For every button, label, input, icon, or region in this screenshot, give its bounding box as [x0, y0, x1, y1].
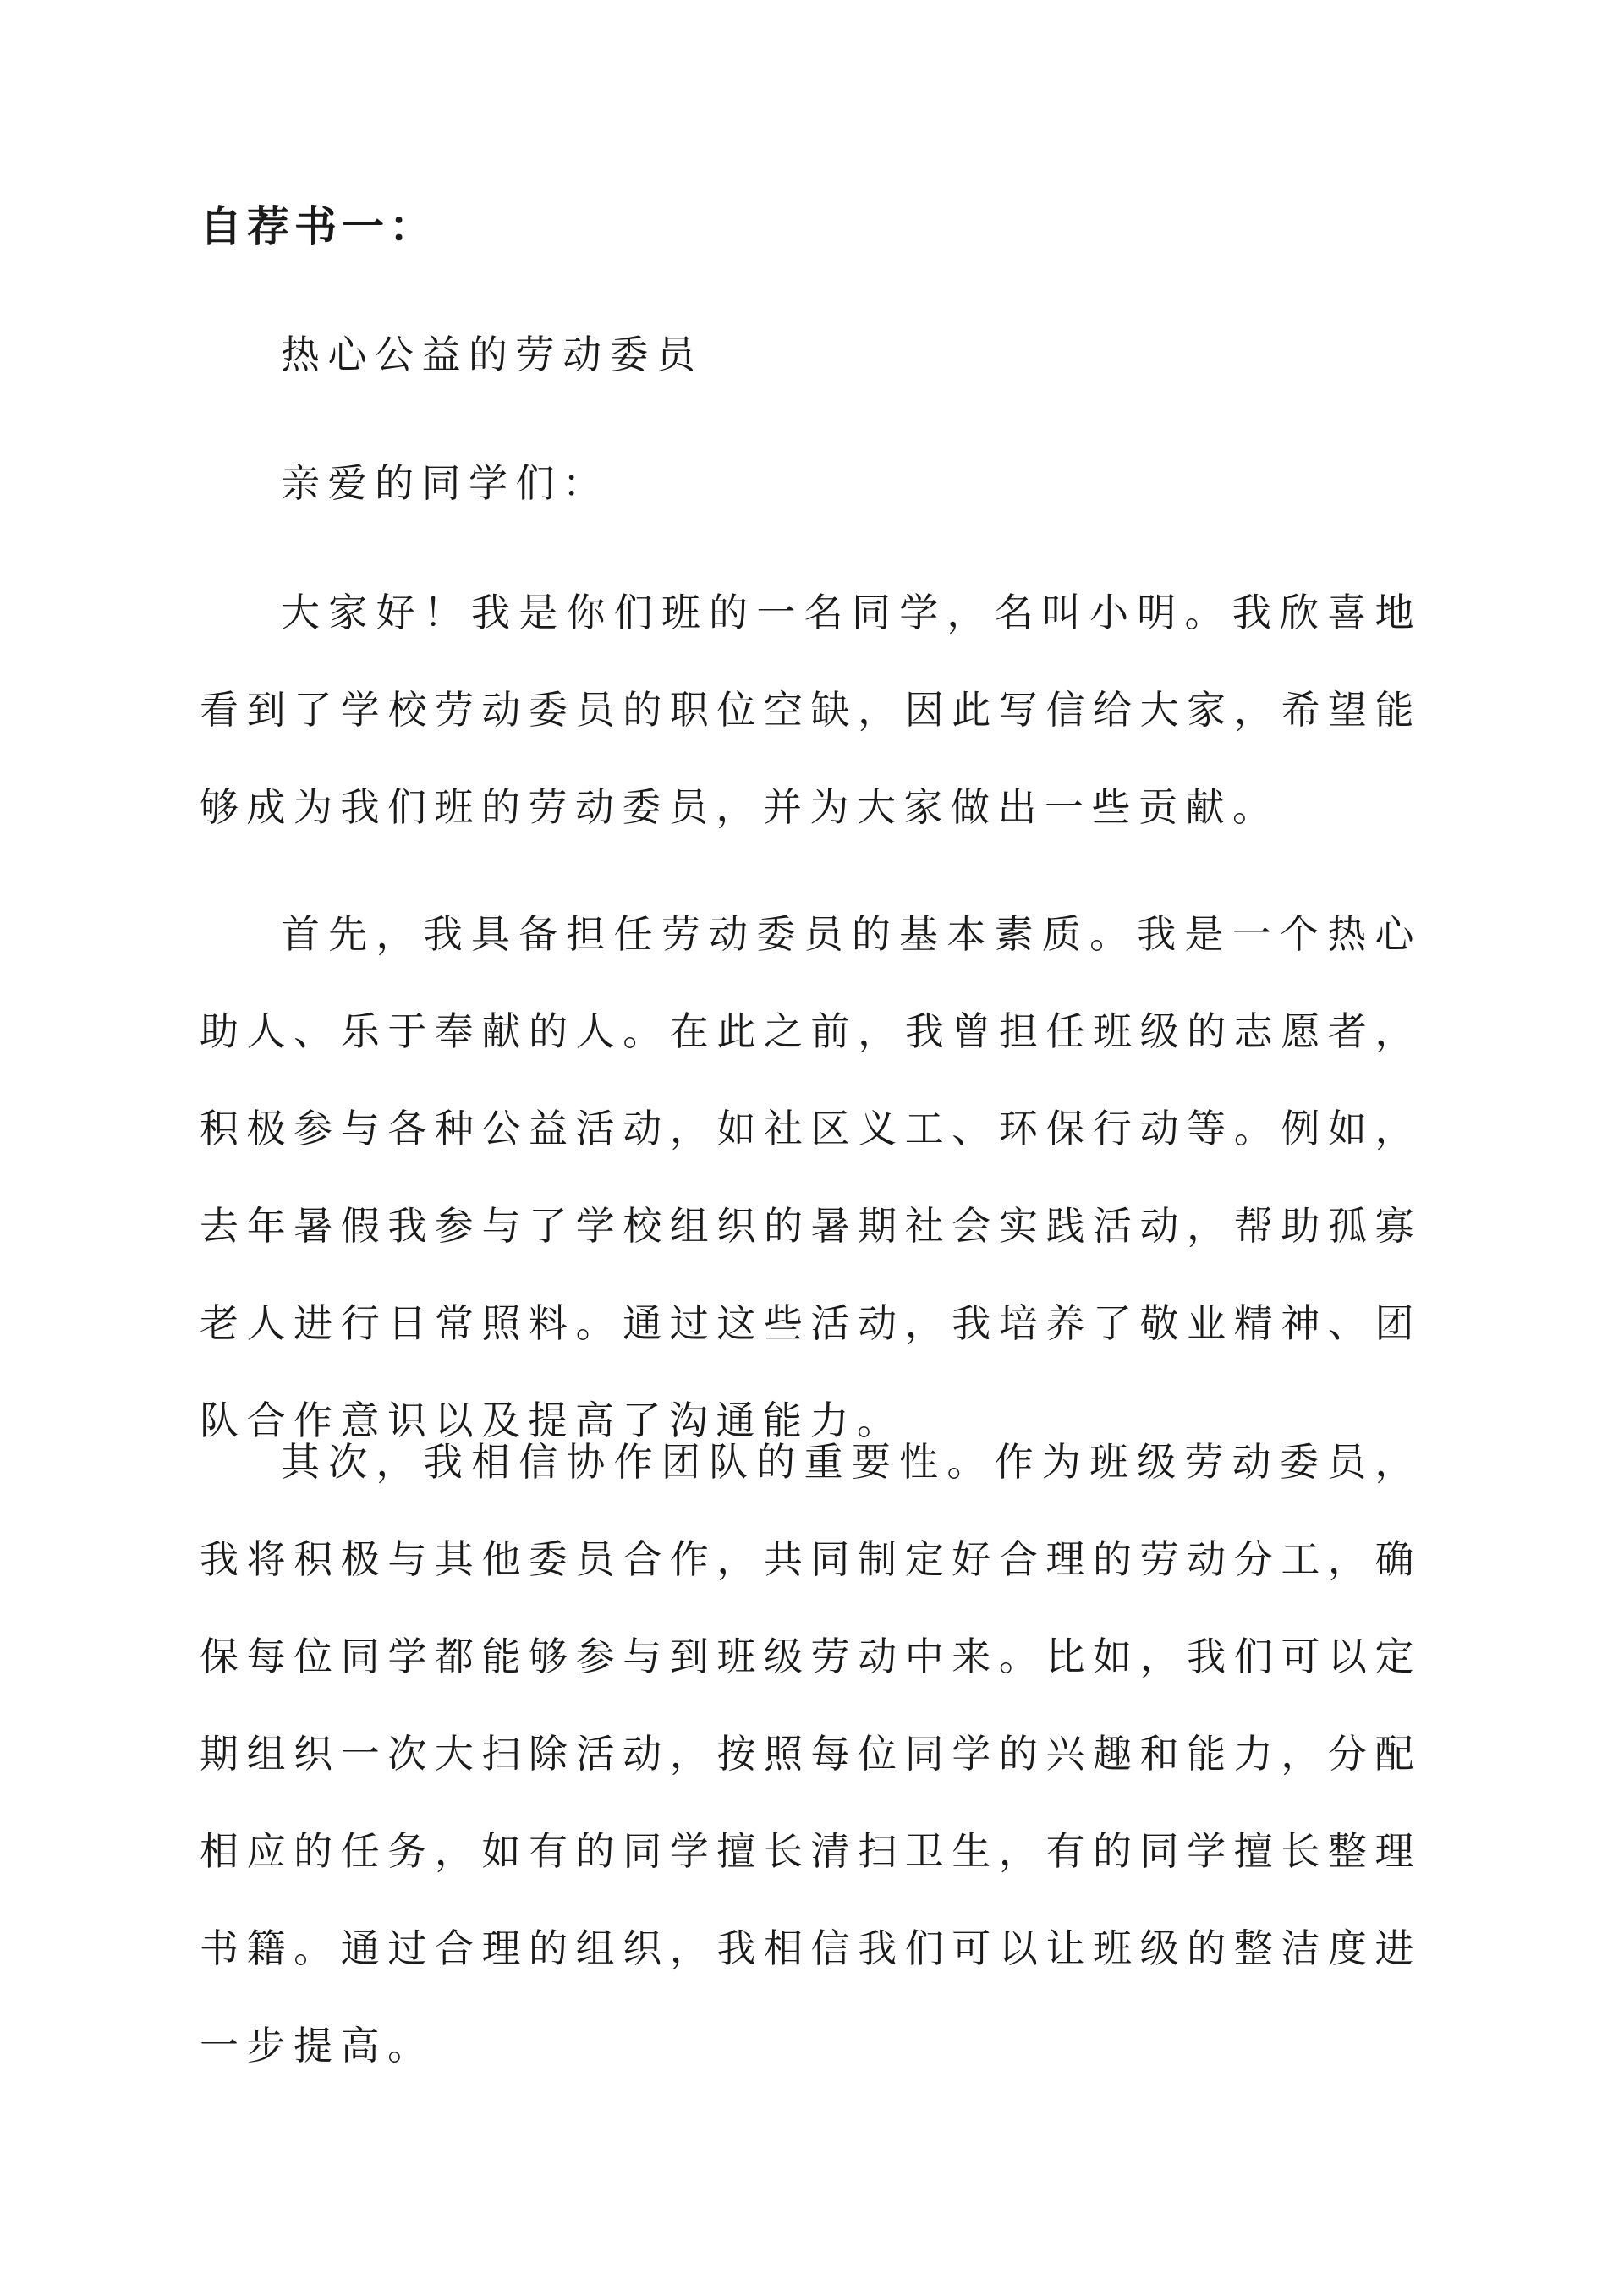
letter-salutation: 亲爱的同学们： — [281, 460, 610, 506]
body-paragraph-3: 其次，我相信协作团队的重要性。作为班级劳动委员，我将积极与其他委员合作，共同制定好合理的劳动分工，确保每位同学都能够参与到班级劳动中来。比如，我们可以定期组织一次大扫除活动，按照每位同学的兴趣和能力，分配相应的任务，如有的同学擅长清扫卫生，有的同学擅长整理书籍。通过合理的组织，我相信我们可以让班级的整洁度进一步提高。 — [200, 1439, 1422, 2068]
document-heading: 自荐书一： — [200, 201, 436, 251]
letter-subtitle: 热心公益的劳动委员 — [281, 332, 704, 377]
body-paragraph-2: 首先，我具备担任劳动委员的基本素质。我是一个热心助人、乐于奉献的人。在此之前，我曾担任班级的志愿者，积极参与各种公益活动，如社区义工、环保行动等。例如，去年暑假我参与了学校组织的暑期社会实践活动，帮助孤寡老人进行日常照料。通过这些活动，我培养了敬业精神、团队合作意识以及提高了沟通能力。 — [200, 911, 1422, 1443]
body-paragraph-1: 大家好！我是你们班的一名同学，名叫小明。我欣喜地看到了学校劳动委员的职位空缺，因此写信给大家，希望能够成为我们班的劳动委员，并为大家做出一些贡献。 — [200, 590, 1422, 830]
